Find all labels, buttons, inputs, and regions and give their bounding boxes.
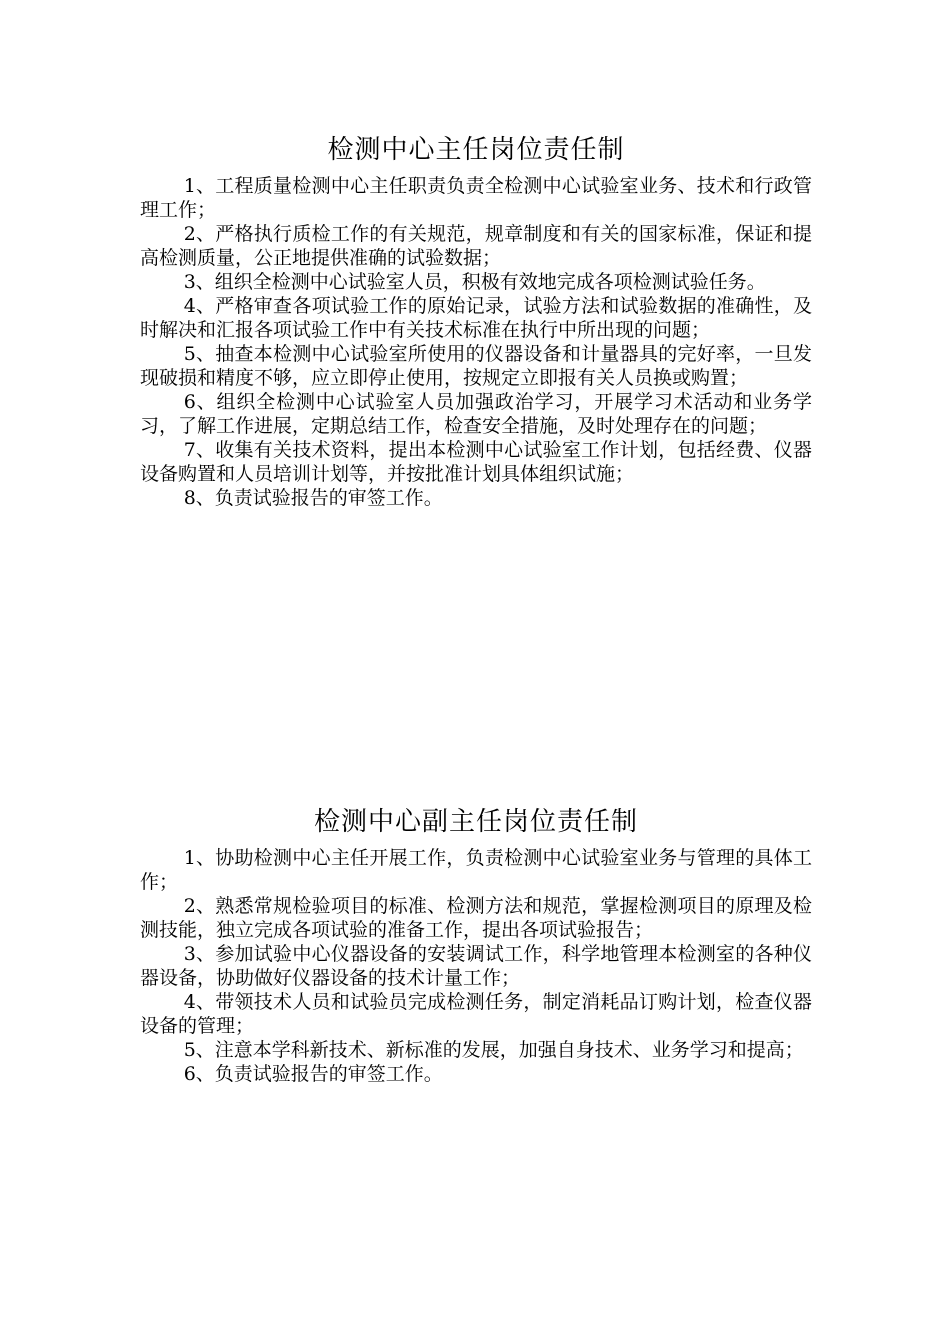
director-responsibility-section xyxy=(140,132,812,510)
clause-item: 5、抽查本检测中心试验室所使用的仪器设备和计量器具的完好率，一旦发现破损和精度不够，应立即停止使用，按规定立即报有关人员换或购置； xyxy=(140,343,812,389)
section-title: 检测中心副主任岗位责任制 xyxy=(313,807,638,837)
clause-item: 7、收集有关技术资料，提出本检测中心试验室工作计划，包括经费、仪器设备购置和人员培训计划等，并按批准计划具体组织试施； xyxy=(140,439,812,485)
clause-item: 5、注意本学科新技术、新标准的发展，加强自身技术、业务学习和提高； xyxy=(183,1039,804,1061)
clause-item: 6、负责试验报告的审签工作。 xyxy=(183,1063,443,1085)
clause-item: 3、组织全检测中心试验室人员，积极有效地完成各项检测试验任务。 xyxy=(183,271,766,293)
clause-item: 6、组织全检测中心试验室人员加强政治学习，开展学习术活动和业务学习，了解工作进展，定期总结工作，检查安全措施，及时处理存在的问题； xyxy=(140,391,812,437)
clause-item: 2、熟悉常规检验项目的标准、检测方法和规范，掌握检测项目的原理及检测技能，独立完成各项试验的准备工作，提出各项试验报告； xyxy=(140,895,812,941)
section-title: 检测中心主任岗位责任制 xyxy=(327,135,625,165)
clause-item: 2、严格执行质检工作的有关规范，规章制度和有关的国家标准，保证和提高检测质量，公正地提供准确的试验数据； xyxy=(140,223,812,269)
clause-item: 3、参加试验中心仪器设备的安装调试工作，科学地管理本检测室的各种仪器设备，协助做好仪器设备的技术计量工作； xyxy=(140,943,812,989)
deputy-director-responsibility-section xyxy=(140,804,812,1086)
clause-item: 1、工程质量检测中心主任职责负责全检测中心试验室业务、技术和行政管理工作； xyxy=(140,175,812,221)
clause-item: 4、带领技术人员和试验员完成检测任务，制定消耗品订购计划，检查仪器设备的管理； xyxy=(140,991,812,1037)
clause-item: 4、严格审查各项试验工作的原始记录，试验方法和试验数据的准确性，及时解决和汇报各项试验工作中有关技术标准在执行中所出现的问题； xyxy=(140,295,812,341)
clause-item: 1、协助检测中心主任开展工作，负责检测中心试验室业务与管理的具体工作； xyxy=(140,847,812,893)
clause-item: 8、负责试验报告的审签工作。 xyxy=(183,487,443,509)
